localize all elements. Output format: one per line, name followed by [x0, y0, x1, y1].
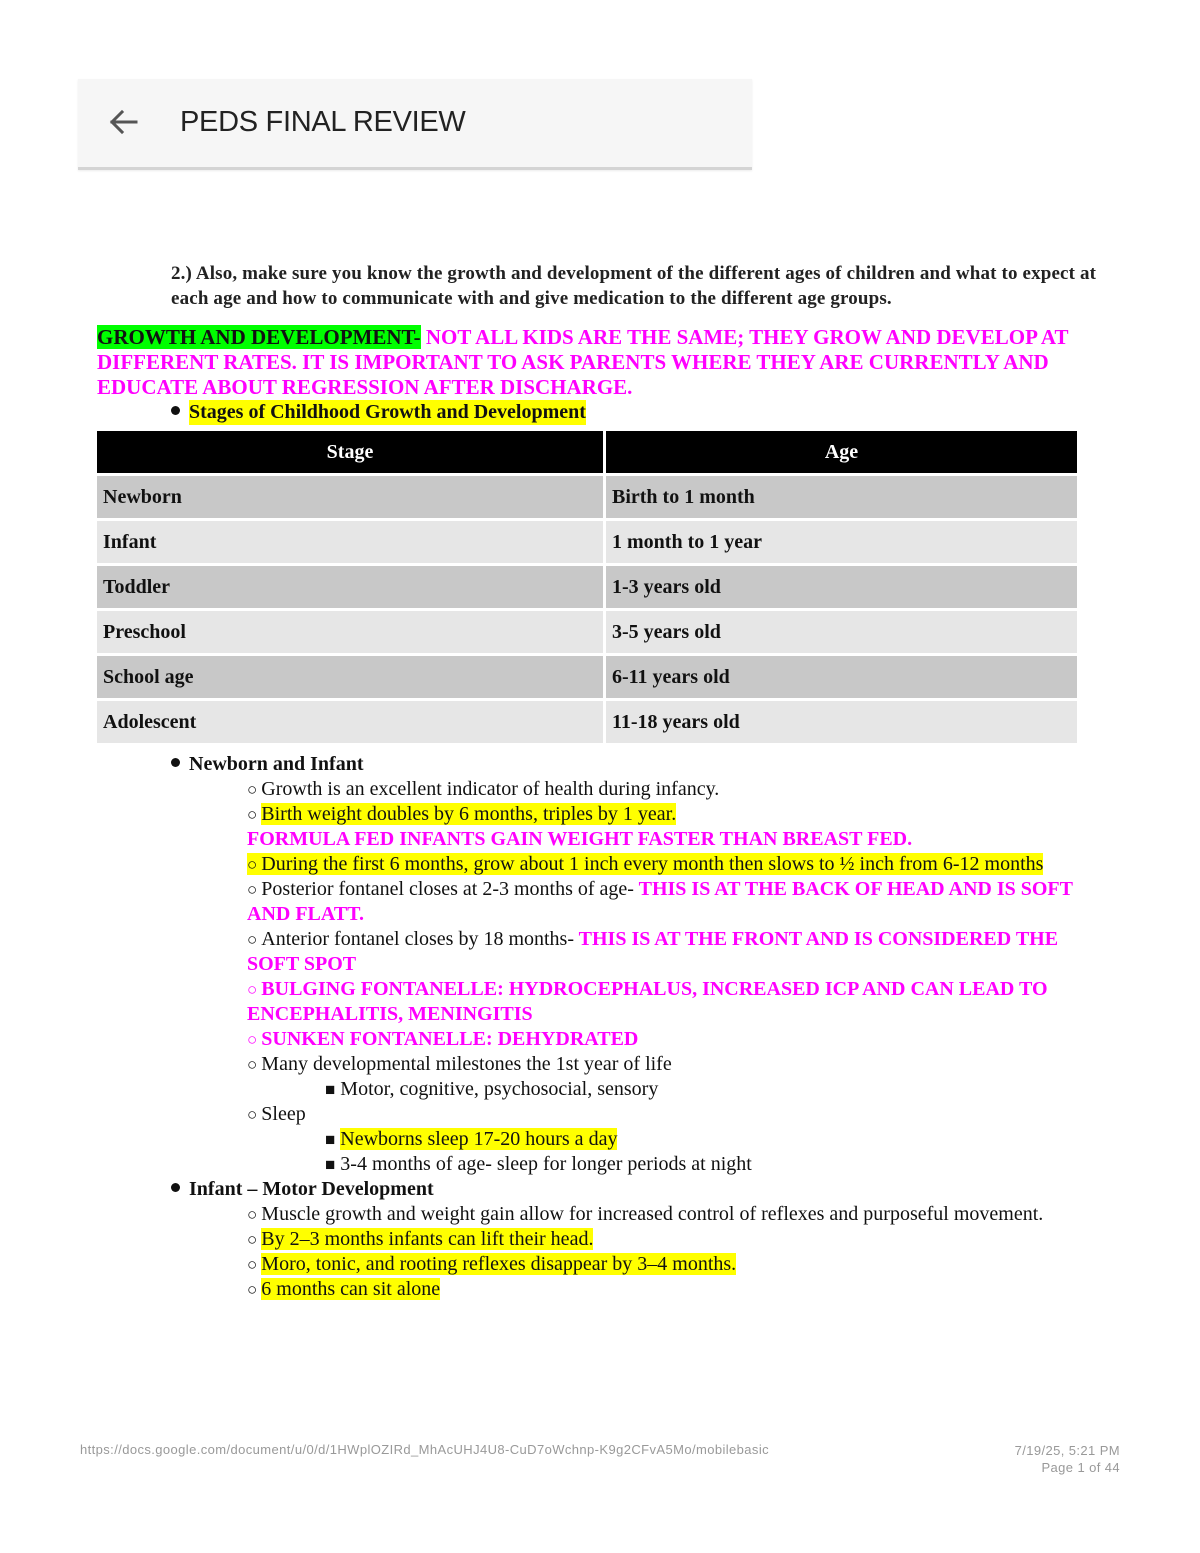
footer-url: https://docs.google.com/document/u/0/d/1HWplOZIRd_MhAcUHJ4U8-CuD7oWchnp-K9g2CFvA5Mo/mobilebasic	[80, 1442, 770, 1457]
circle-bullet-icon: ○	[247, 780, 258, 799]
list-item: ○ Birth weight doubles by 6 months, triples by 1 year.	[247, 803, 677, 825]
document-title: PEDS FINAL REVIEW	[180, 106, 466, 138]
footer-datetime: 7/19/25, 5:21 PM	[1014, 1443, 1120, 1458]
table-row	[97, 656, 1077, 698]
circle-bullet-icon: ○	[247, 805, 258, 824]
list-item: ○ Moro, tonic, and rooting reflexes disappear by 3–4 months.	[247, 1253, 737, 1275]
table-cell-stage: Adolescent	[97, 701, 603, 743]
growth-intro-highlight: GROWTH AND DEVELOPMENT-	[97, 325, 421, 349]
square-bullet-icon: ■	[325, 1130, 336, 1149]
table-header-stage: Stage	[97, 431, 603, 473]
table-cell-age: 11-18 years old	[606, 701, 1077, 743]
arrow-left-icon	[108, 109, 138, 135]
table-row	[97, 566, 1077, 608]
circle-bullet-icon: ○	[247, 930, 258, 949]
table-row	[97, 476, 1077, 518]
circle-bullet-icon: ○	[247, 1255, 258, 1274]
list-item-note: FORMULA FED INFANTS GAIN WEIGHT FASTER THAN BREAST FED.	[247, 828, 913, 850]
circle-bullet-icon: ○	[247, 1030, 258, 1049]
newborn-heading: Newborn and Infant	[171, 752, 1097, 777]
document-header	[78, 79, 752, 170]
list-item: ○ 6 months can sit alone	[247, 1278, 441, 1300]
table-cell-stage: Infant	[97, 521, 603, 563]
list-item: ○ Posterior fontanel closes at 2-3 months of age- THIS IS AT THE BACK OF HEAD AND IS SOFT AND FLATT.	[247, 878, 1073, 925]
circle-bullet-icon: ○	[247, 1205, 258, 1224]
circle-bullet-icon: ○	[247, 1230, 258, 1249]
list-subitem: ■ Newborns sleep 17-20 hours a day	[325, 1128, 618, 1150]
table-cell-stage: Toddler	[97, 566, 603, 608]
square-bullet-icon: ■	[325, 1080, 336, 1099]
document-body	[97, 262, 1097, 1302]
table-cell-age: Birth to 1 month	[606, 476, 1077, 518]
table-cell-age: 1 month to 1 year	[606, 521, 1077, 563]
growth-intro-text: NOT ALL KIDS ARE THE SAME; THEY GROW AND DEVELOP AT DIFFERENT RATES. IT IS IMPORTANT TO ASK PARENTS WHERE THEY ARE CURRENTLY AND EDUCATE ABOUT REGRESSION AFTER DISCHARGE.	[97, 325, 1069, 399]
table-cell-age: 6-11 years old	[606, 656, 1077, 698]
question-text: 2.) Also, make sure you know the growth and development of the different ages of children and what to expect at each age and how to communicate with and give medication to the different age groups.	[171, 263, 1097, 309]
circle-bullet-icon: ○	[247, 1105, 258, 1124]
list-subitem: ■ Motor, cognitive, psychosocial, sensory	[325, 1078, 659, 1100]
list-item: ○ Sleep	[247, 1103, 306, 1125]
stages-table	[94, 428, 1080, 746]
growth-intro	[97, 325, 1097, 400]
circle-bullet-icon: ○	[247, 855, 258, 874]
list-item: ○ During the first 6 months, grow about 1 inch every month then slows to ½ inch from 6-12 months	[247, 853, 1044, 875]
footer-page-number: Page 1 of 44	[1041, 1460, 1120, 1475]
bullet-icon	[171, 758, 180, 767]
circle-bullet-icon: ○	[247, 1280, 258, 1299]
stages-heading: Stages of Childhood Growth and Development	[171, 400, 1097, 425]
square-bullet-icon: ■	[325, 1155, 336, 1174]
list-item: ○ Growth is an excellent indicator of health during infancy.	[247, 778, 720, 800]
table-cell-stage: School age	[97, 656, 603, 698]
circle-bullet-icon: ○	[247, 1055, 258, 1074]
list-item: ○ Many developmental milestones the 1st year of life	[247, 1053, 672, 1075]
footer-info	[1015, 1442, 1120, 1476]
motor-heading: Infant – Motor Development	[171, 1177, 1097, 1202]
table-cell-age: 1-3 years old	[606, 566, 1077, 608]
table-row	[97, 521, 1077, 563]
list-item: ○ SUNKEN FONTANELLE: DEHYDRATED	[247, 1028, 639, 1050]
table-cell-stage: Preschool	[97, 611, 603, 653]
table-cell-stage: Newborn	[97, 476, 603, 518]
list-item: ○ Anterior fontanel closes by 18 months- THIS IS AT THE FRONT AND IS CONSIDERED THE SOFT SPOT	[247, 928, 1059, 975]
table-cell-age: 3-5 years old	[606, 611, 1077, 653]
list-item: ○ BULGING FONTANELLE: HYDROCEPHALUS, INCREASED ICP AND CAN LEAD TO ENCEPHALITIS, MENINGITIS	[247, 978, 1048, 1025]
table-row	[97, 611, 1077, 653]
list-item: ○ By 2–3 months infants can lift their head.	[247, 1228, 594, 1250]
table-header-age: Age	[606, 431, 1077, 473]
circle-bullet-icon: ○	[247, 880, 258, 899]
table-row	[97, 701, 1077, 743]
back-button[interactable]	[106, 105, 140, 139]
list-item: ○ Muscle growth and weight gain allow for increased control of reflexes and purposeful movement.	[247, 1203, 1044, 1225]
list-subitem: ■ 3-4 months of age- sleep for longer periods at night	[325, 1153, 752, 1175]
bullet-icon	[171, 1183, 180, 1192]
circle-bullet-icon: ○	[247, 980, 258, 999]
bullet-icon	[171, 406, 180, 415]
